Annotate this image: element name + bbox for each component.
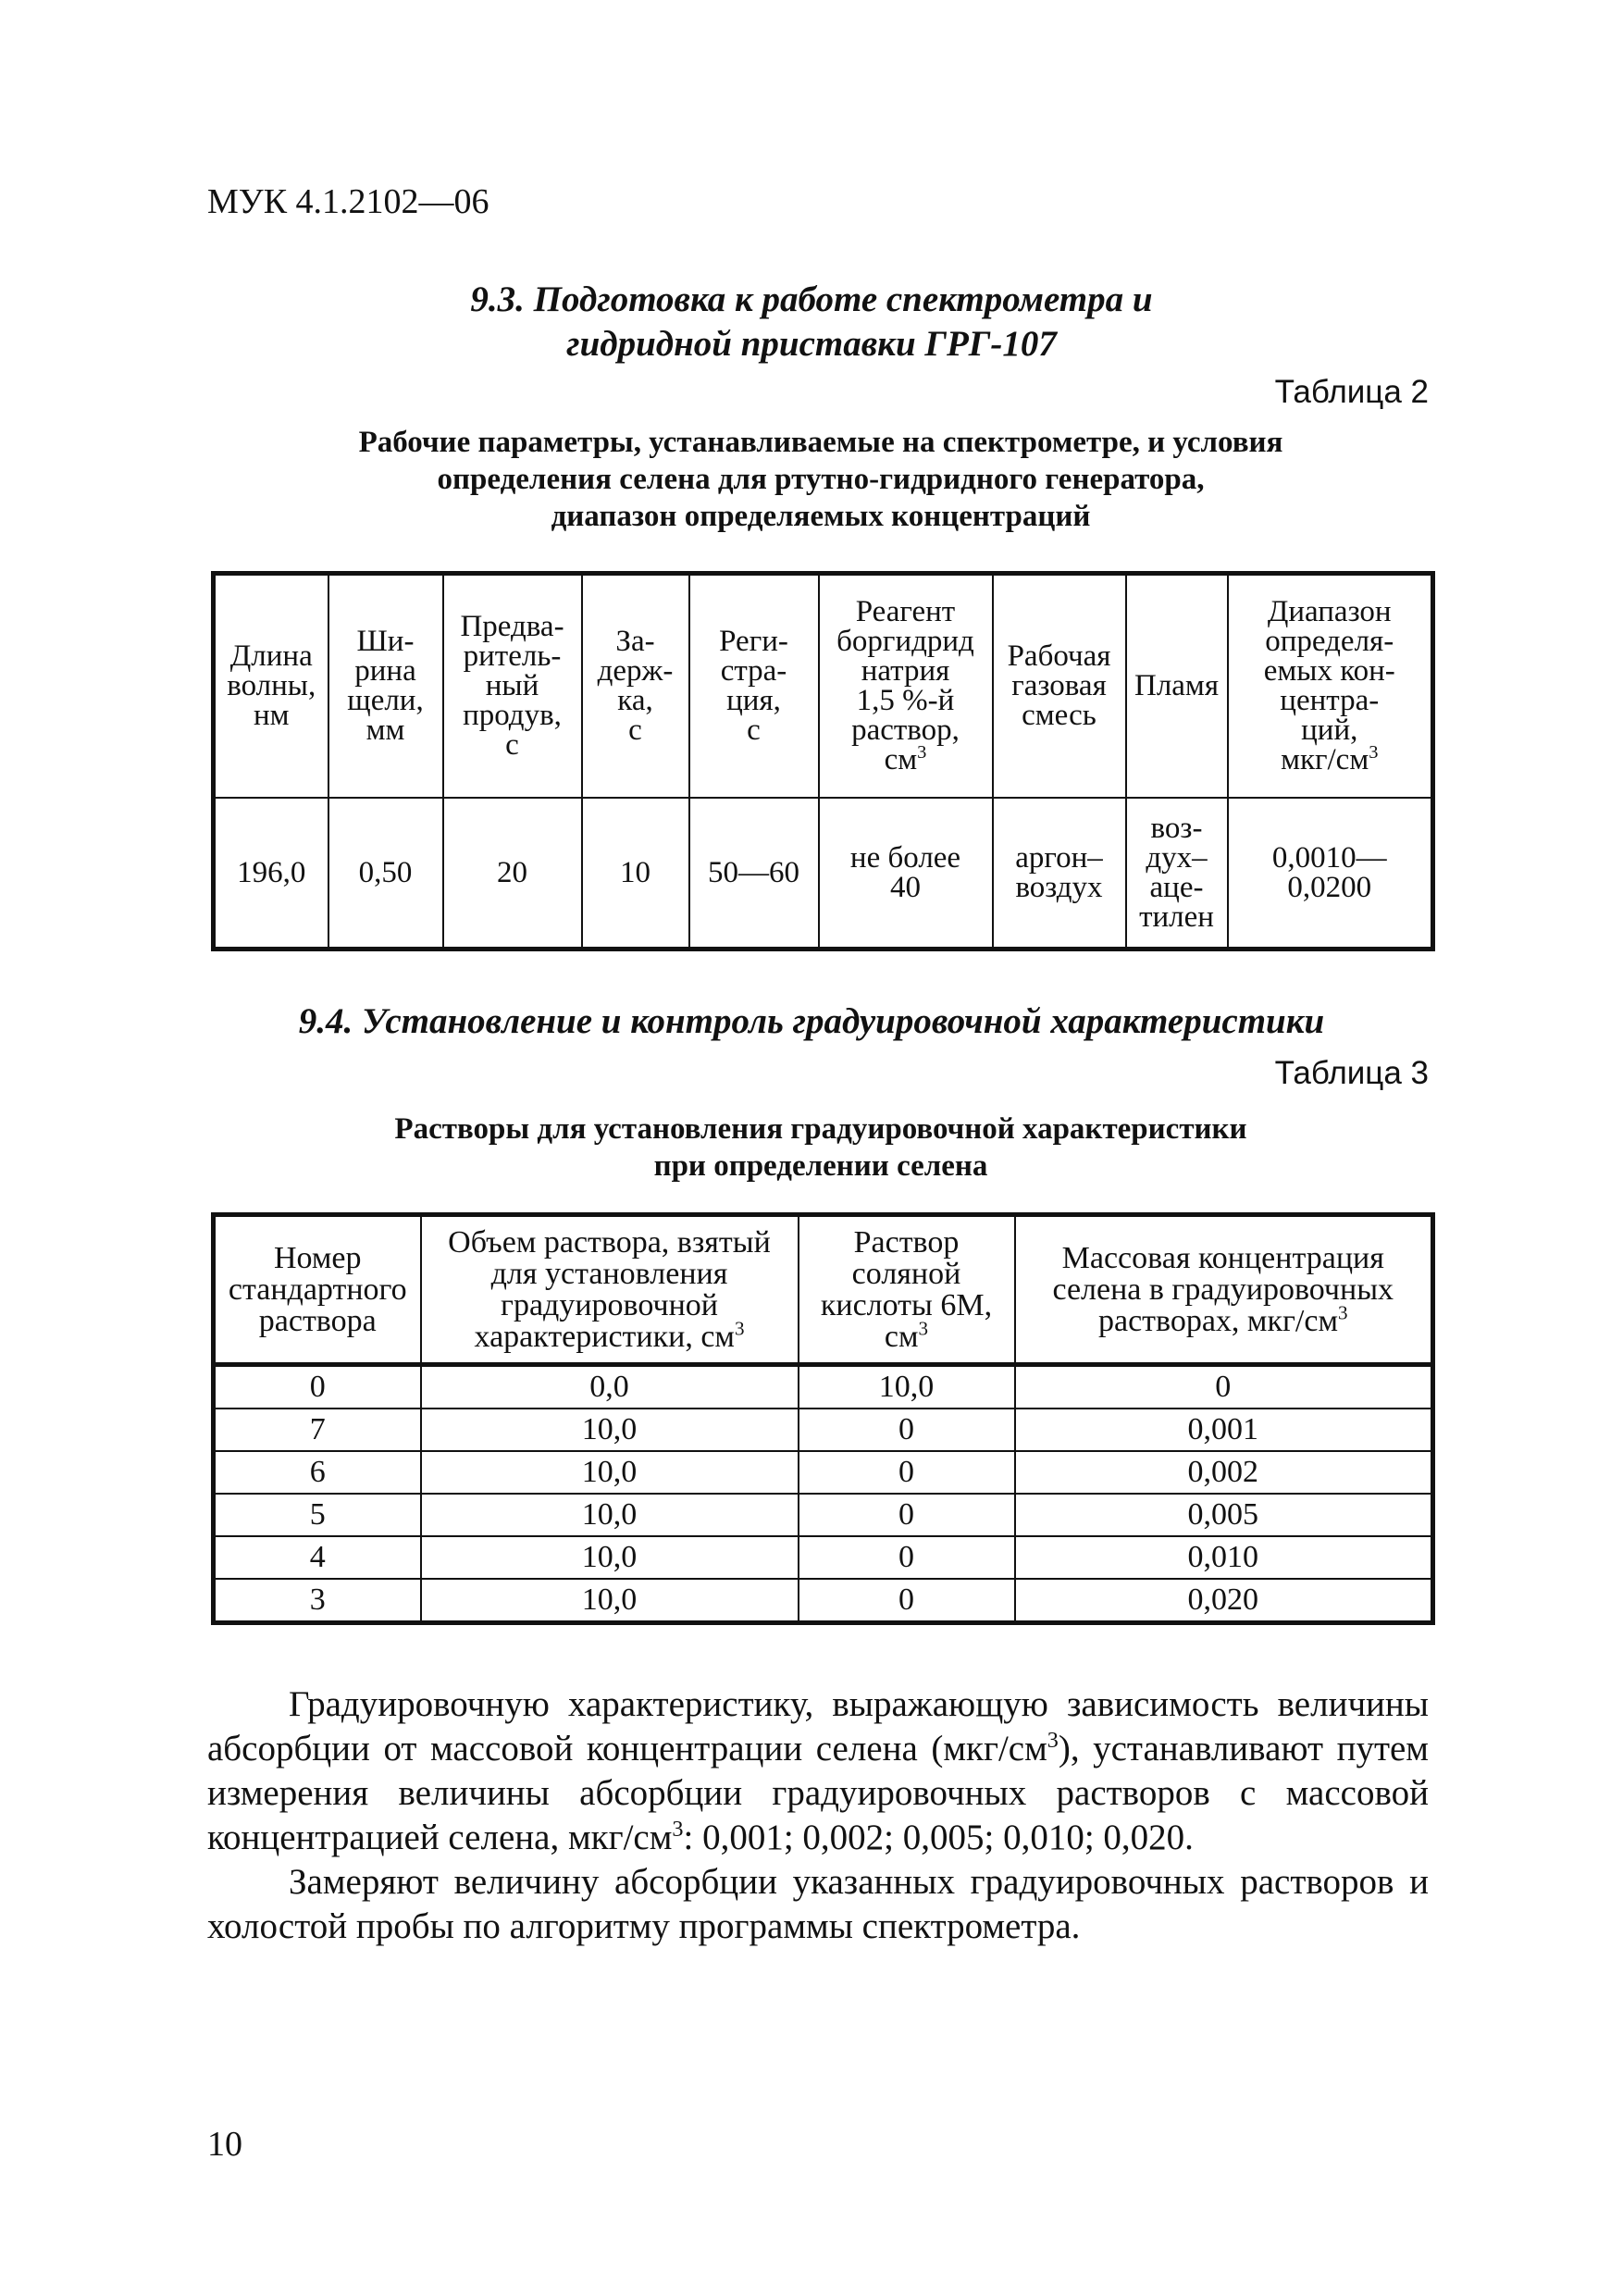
table-cell: 0,005 [1015,1494,1433,1536]
table-title-line: определения селена для ртутно-гидридного генератора, [437,463,1205,496]
paragraph: Замеряют величину абсорбции указанных градуировочных растворов и холостой пробы по алгоритму программы спектрометра. [207,1862,1429,1946]
header-cell-solution-volume: Объем раствора, взятый для установления градуировочной характеристики, $см^3$ [421,1215,799,1365]
table-title-line: Растворы для установления градуировочной характеристики [394,1112,1247,1146]
table-cell: 0 [799,1451,1015,1494]
table-row [214,1451,1433,1494]
header-cell-reagent: Реагент боргидрид натрия 1,5 %-й раствор, $см^3$ [819,574,993,798]
table-cell: 0,002 [1015,1451,1433,1494]
paragraph: Градуировочную характеристику, выражающую зависимость величины абсорбции от массовой концентрации селена $(мкг/см^3)$, устанавливают путем измерения величины абсорбции градуировочных растворов с массовой концентрацией селена, мкг/$см^3$: 0,001; 0,002; 0,005; 0,010; 0,020. [207,1684,1429,1857]
table-row [214,1409,1433,1451]
table-3-label: Таблица 3 [1274,1055,1429,1091]
section-9-3-title [0,278,1623,366]
header-cell-solution-number: Номер стандартного раствора [214,1215,421,1365]
table-cell: воз- дух– аце- тилен [1126,798,1228,949]
table-cell: 0 [214,1365,421,1409]
table-3-header-row [214,1215,1433,1365]
table-cell: 0 [799,1579,1015,1623]
table-row [214,1365,1433,1409]
table-title-line: при определении селена [653,1149,988,1183]
section-title-line: 9.3. Подготовка к работе спектрометра и [470,279,1153,319]
table-cell: 4 [214,1536,421,1579]
table-cell: 0,0010— 0,0200 [1228,798,1433,949]
table-cell: 10,0 [799,1365,1015,1409]
table-cell: 0 [799,1409,1015,1451]
table-cell: 10 [582,798,689,949]
header-cell-slit-width: Ши- рина щели, мм [328,574,443,798]
table-row [214,1494,1433,1536]
header-cell-preflush: Предва- ритель- ный продув, с [443,574,582,798]
header-cell-mass-concentration: Массовая концентрация селена в градуировочных растворах, мкг/$см^3$ [1015,1215,1433,1365]
table-2-title [213,424,1429,535]
table-cell: 6 [214,1451,421,1494]
table-cell: 0,0 [421,1365,799,1409]
table-cell: 5 [214,1494,421,1536]
header-cell-gas-mixture: Рабочая газовая смесь [993,574,1126,798]
table-cell: 0,020 [1015,1579,1433,1623]
table-cell: 0,001 [1015,1409,1433,1451]
table-cell: 10,0 [421,1451,799,1494]
table-3 [211,1212,1435,1625]
table-cell: 10,0 [421,1536,799,1579]
table-cell: 10,0 [421,1494,799,1536]
header-cell-range: Диапазон определя- емых кон- центра- ций, мкг/$см^3$ [1228,574,1433,798]
table-cell: 10,0 [421,1579,799,1623]
table-3-title [213,1111,1429,1185]
table-row [214,1579,1433,1623]
header-cell-flame: Пламя [1126,574,1228,798]
body-text [207,1682,1429,1949]
header-cell-hcl-solution: Раствор соляной кислоты 6М, $см^3$ [799,1215,1015,1365]
table-cell: 0 [1015,1365,1433,1409]
table-cell: 7 [214,1409,421,1451]
document-header: МУК 4.1.2102—06 [207,182,489,221]
table-cell: 0 [799,1536,1015,1579]
table-title-line: диапазон определяемых концентраций [551,500,1091,533]
table-2-header-row [214,574,1433,798]
table-cell: аргон– воздух [993,798,1126,949]
table-cell: 0,50 [328,798,443,949]
section-title-line: гидридной приставки ГРГ-107 [566,324,1057,364]
table-2-label: Таблица 2 [1274,374,1429,410]
table-title-line: Рабочие параметры, устанавливаемые на спектрометре, и условия [358,426,1283,459]
table-cell: не более 40 [819,798,993,949]
header-cell-wavelength: Длина волны, нм [214,574,328,798]
page-number: 10 [207,2125,242,2164]
table-cell: 0,010 [1015,1536,1433,1579]
table-cell: 0 [799,1494,1015,1536]
section-9-4-title: 9.4. Установление и контроль градуировочной характеристики [298,1001,1325,1041]
table-cell: 10,0 [421,1409,799,1451]
header-cell-registration: Реги- стра- ция, с [689,574,819,798]
table-row [214,1536,1433,1579]
table-row [214,798,1433,949]
table-cell: 196,0 [214,798,328,949]
table-cell: 20 [443,798,582,949]
header-cell-delay: За- держ- ка, с [582,574,689,798]
table-cell: 50—60 [689,798,819,949]
table-cell: 3 [214,1579,421,1623]
table-2 [211,571,1435,951]
